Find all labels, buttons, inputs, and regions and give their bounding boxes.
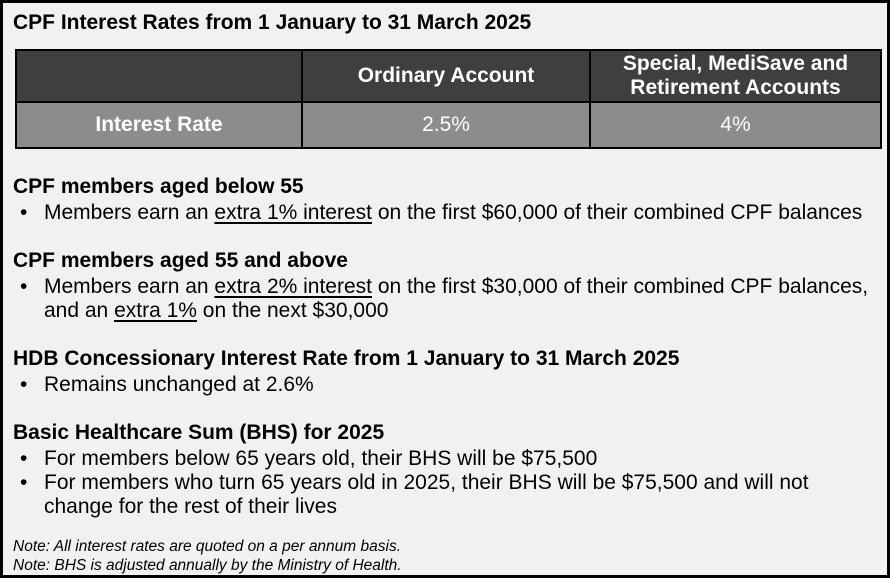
underlined-text: extra 1% interest <box>214 201 372 224</box>
section <box>13 249 877 323</box>
section-heading: Basic Healthcare Sum (BHS) for 2025 <box>13 421 385 444</box>
section-heading: CPF members aged 55 and above <box>13 249 348 272</box>
text-segment: For members who turn 65 years old in 2025, their BHS will be $75,500 and will not change for the rest of their lives <box>44 471 809 518</box>
bullet-item <box>13 447 877 471</box>
section <box>13 347 877 397</box>
text-segment: Members earn an <box>44 201 215 224</box>
section <box>13 175 877 225</box>
note-bhs-adjustment: Note: BHS is adjusted annually by the Ministry of Health. <box>13 557 402 574</box>
bullet-item <box>13 373 877 397</box>
table-row-interest-rate <box>16 102 881 148</box>
table-header-ordinary-account: Ordinary Account <box>302 50 590 102</box>
sections <box>3 175 887 519</box>
ordinary-account-rate-value: 2.5% <box>302 102 590 148</box>
underlined-text: extra 2% interest <box>214 275 372 298</box>
table-header-blank-cell <box>16 50 302 102</box>
page-title: CPF Interest Rates from 1 January to 31 March 2025 <box>13 11 532 34</box>
note-per-annum: Note: All interest rates are quoted on a per annum basis. <box>13 538 402 555</box>
text-segment: Remains unchanged at 2.6% <box>44 373 314 396</box>
text-segment: on the next $30,000 <box>196 299 389 322</box>
bullet-list <box>13 201 877 225</box>
text-segment: Members earn an <box>44 275 215 298</box>
notes <box>13 537 877 575</box>
bullet-list <box>13 447 877 519</box>
text-segment: For members below 65 years old, their BHS will be $75,500 <box>44 447 598 470</box>
bullet-item <box>13 201 877 225</box>
bullet-item <box>13 275 877 323</box>
bullet-item <box>13 471 877 519</box>
table-header-special-accounts: Special, MediSave and Retirement Accounts <box>590 50 881 102</box>
underlined-text: extra 1% <box>114 299 197 322</box>
bullet-list <box>13 275 877 323</box>
text-segment: on the first $30,000 of their combined CPF balances, and an <box>44 275 869 322</box>
section-heading: HDB Concessionary Interest Rate from 1 January to 31 March 2025 <box>13 347 680 370</box>
section <box>13 421 877 519</box>
special-accounts-rate-value: 4% <box>590 102 881 148</box>
interest-rate-table <box>15 49 882 149</box>
section-heading: CPF members aged below 55 <box>13 175 304 198</box>
table-header-row <box>16 50 881 102</box>
text-segment: on the first $60,000 of their combined CPF balances <box>372 201 863 224</box>
bullet-list <box>13 373 877 397</box>
row-label-interest-rate: Interest Rate <box>16 102 302 148</box>
